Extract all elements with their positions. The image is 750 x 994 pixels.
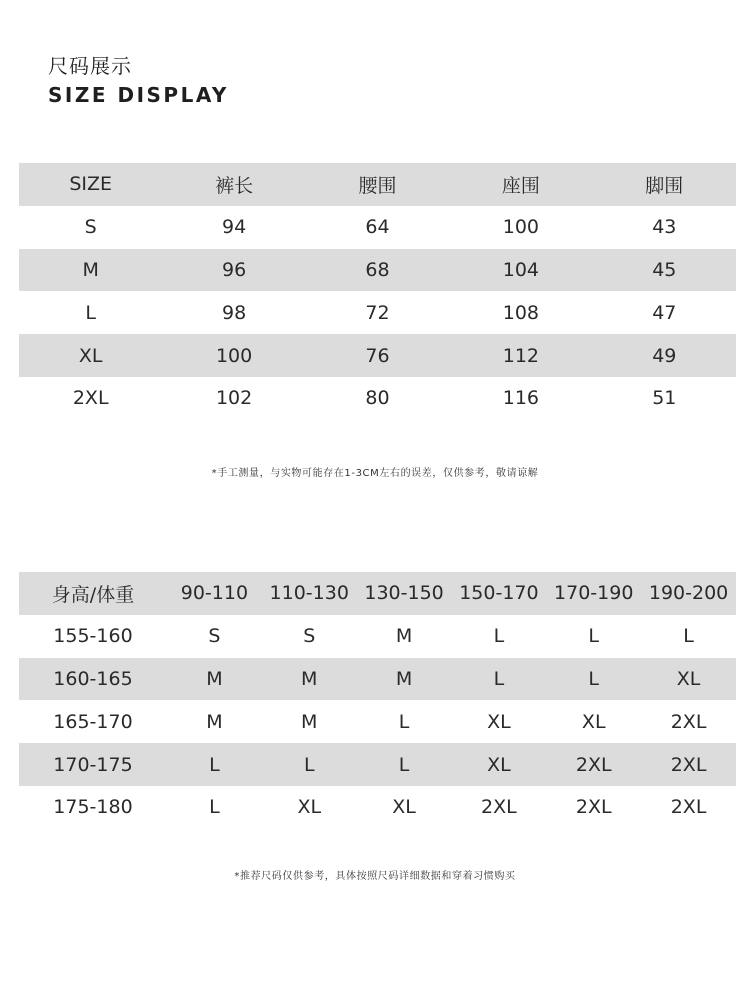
table-cell: XL [581,710,606,733]
table-row [19,334,736,377]
table-row [19,291,736,334]
column-header: 130-150 [357,572,452,615]
table-row [19,206,736,249]
row-header-cell: M [19,249,162,292]
column-header: 170-190 [546,572,641,615]
table-cell: 100 [502,216,539,239]
table-cell: 2XL [670,796,707,819]
column-header: 110-130 [262,572,357,615]
row-header-cell: L [85,301,96,324]
table-row [19,743,736,786]
column-header: 脚围 [593,163,736,206]
table-cell: 51 [652,387,677,410]
table-cell: 108 [502,301,539,324]
table-cell: 49 [593,334,736,377]
table-cell: 100 [162,334,305,377]
table-cell: L [546,658,641,701]
table-cell: 47 [652,301,677,324]
table-cell: 96 [162,249,305,292]
table-header-row [19,572,736,615]
column-header: 90-110 [167,572,262,615]
table-cell: 45 [593,249,736,292]
table-cell: 2XL [670,710,707,733]
row-header-cell: 165-170 [53,710,133,733]
table-cell: L [588,625,600,648]
table-cell: 2XL [481,796,517,819]
table-row [19,249,736,292]
table-cell: M [206,710,223,733]
row-header-cell: 160-165 [19,658,167,701]
table-cell: L [262,743,357,786]
table-row [19,615,736,658]
table-cell: 64 [365,216,390,239]
table-cell: 102 [215,387,253,410]
table-cell: XL [487,710,511,733]
row-header-cell: 155-160 [53,625,133,648]
column-header: 身高/体重 [19,572,167,615]
table-cell: 43 [652,216,677,239]
table-cell: 2XL [641,743,736,786]
row-header-cell: 175-180 [53,796,133,819]
table-cell: S [208,625,221,648]
page-title-cn: 尺码展示 [48,54,132,78]
table-cell: XL [451,743,546,786]
table-cell: XL [392,796,416,819]
table-row [19,658,736,701]
recommendation-note: *推荐尺码仅供参考，具体按照尺码详细数据和穿着习惯购买 [234,871,516,882]
table-cell: L [209,796,220,819]
table-row [19,377,736,420]
table-cell: M [395,625,413,648]
row-header-cell: 2XL [72,387,109,410]
table-cell: XL [641,658,736,701]
table-cell: L [451,658,546,701]
table-cell: M [301,710,318,733]
table-cell: 112 [449,334,592,377]
column-header: 190-200 [641,572,736,615]
row-header-cell: XL [19,334,162,377]
measurement-note: *手工测量，与实物可能存在1-3CM左右的误差，仅供参考，敬请谅解 [211,468,539,479]
table-row [19,700,736,743]
row-header-cell: S [84,216,97,239]
table-cell: L [398,710,410,733]
table-cell: 68 [306,249,449,292]
column-header: 150-170 [451,572,546,615]
table-cell: S [303,625,316,648]
table-cell: M [262,658,357,701]
row-header-cell: 170-175 [19,743,167,786]
table-cell: L [167,743,262,786]
column-header: 裤长 [162,163,305,206]
table-cell: 116 [502,387,539,410]
table-cell: 104 [449,249,592,292]
table-cell: 2XL [546,743,641,786]
table-cell: 80 [365,387,390,410]
table-cell: M [357,658,452,701]
table-cell: L [493,625,505,648]
table-cell: XL [297,796,322,819]
table-cell: L [683,625,694,648]
column-header: SIZE [19,163,162,206]
size-recommendation-table [19,572,736,829]
column-header: 座围 [449,163,592,206]
page-title-en: SIZE DISPLAY [48,83,229,107]
table-cell: L [357,743,452,786]
table-cell: 76 [306,334,449,377]
table-cell: 98 [221,301,247,324]
table-cell: 72 [365,301,390,324]
column-header: 腰围 [306,163,449,206]
table-cell: 2XL [575,796,612,819]
table-cell: 94 [221,216,247,239]
size-measurement-table [19,163,736,420]
table-cell: M [167,658,262,701]
table-row [19,786,736,829]
table-header-row [19,163,736,206]
